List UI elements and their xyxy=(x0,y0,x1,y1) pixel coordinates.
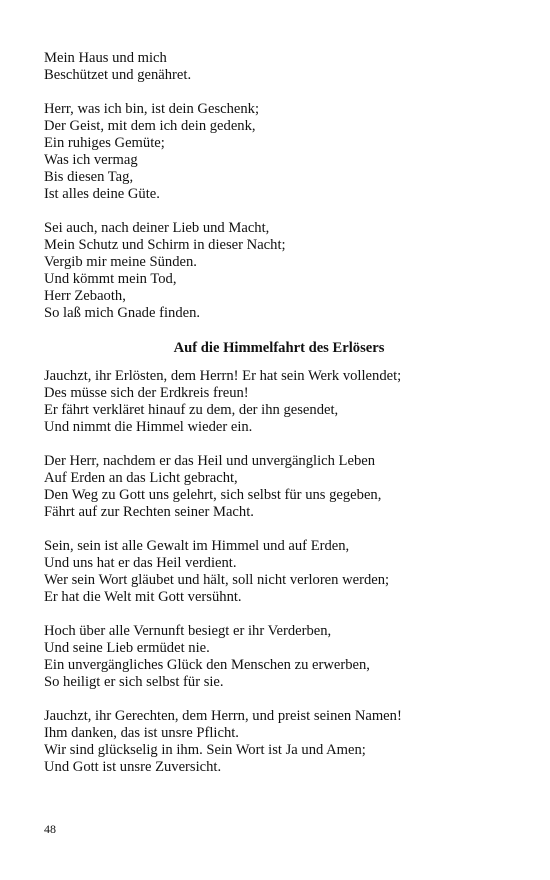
verse-line: Was ich vermag xyxy=(44,152,138,168)
verse-line: Bis diesen Tag, xyxy=(44,169,134,185)
verse-line: Und uns hat er das Heil verdient. xyxy=(44,555,237,571)
poem xyxy=(44,368,514,776)
page-number: 48 xyxy=(44,822,56,836)
verse-line: Beschützet und genähret. xyxy=(44,67,192,83)
verse-line: Mein Haus und mich xyxy=(44,50,167,66)
verse-line: Wir sind glückselig in ihm. Sein Wort ist Ja und Amen; xyxy=(44,742,366,758)
stanza xyxy=(44,50,514,84)
verse-line: Den Weg zu Gott uns gelehrt, sich selbst für uns gegeben, xyxy=(44,487,382,503)
verse-line: Jauchzt, ihr Gerechten, dem Herrn, und preist seinen Namen! xyxy=(44,708,402,724)
stanza xyxy=(44,708,514,776)
stanza xyxy=(44,453,514,521)
verse-line: Der Geist, mit dem ich dein gedenk, xyxy=(44,118,256,134)
stanza xyxy=(44,538,514,606)
stanza xyxy=(44,101,514,203)
verse-line: Ein unvergängliches Glück den Menschen zu erwerben, xyxy=(44,657,370,673)
verse-line: Wer sein Wort gläubet und hält, soll nicht verloren werden; xyxy=(44,572,390,588)
poem-title: Auf die Himmelfahrt des Erlösers xyxy=(173,340,385,356)
verse-line: Der Herr, nachdem er das Heil und unvergänglich Leben xyxy=(44,453,376,469)
verse-line: Herr Zebaoth, xyxy=(44,288,126,304)
verse-line: Er fährt verkläret hinauf zu dem, der ihn gesendet, xyxy=(44,402,339,418)
poem-continued xyxy=(44,50,514,322)
verse-line: Fährt auf zur Rechten seiner Macht. xyxy=(44,504,254,520)
verse-line: Herr, was ich bin, ist dein Geschenk; xyxy=(44,101,260,117)
stanza xyxy=(44,220,514,322)
verse-line: Auf Erden an das Licht gebracht, xyxy=(44,470,238,486)
verse-line: Und nimmt die Himmel wieder ein. xyxy=(44,419,253,435)
verse-line: Sein, sein ist alle Gewalt im Himmel und auf Erden, xyxy=(44,538,350,554)
verse-line: Er hat die Welt mit Gott versühnt. xyxy=(44,589,242,605)
verse-line: Jauchzt, ihr Erlösten, dem Herrn! Er hat sein Werk vollendet; xyxy=(44,368,402,384)
verse-line: Und seine Lieb ermüdet nie. xyxy=(44,640,210,656)
verse-line: Und kömmt mein Tod, xyxy=(44,271,177,287)
verse-line: Und Gott ist unsre Zuversicht. xyxy=(44,759,222,775)
verse-line: Sei auch, nach deiner Lieb und Macht, xyxy=(44,220,270,236)
verse-line: Vergib mir meine Sünden. xyxy=(44,254,197,270)
page-body xyxy=(44,50,514,776)
verse-line: Ihm danken, das ist unsre Pflicht. xyxy=(44,725,239,741)
verse-line: So laß mich Gnade finden. xyxy=(44,305,201,321)
verse-line: Hoch über alle Vernunft besiegt er ihr Verderben, xyxy=(44,623,332,639)
verse-line: Mein Schutz und Schirm in dieser Nacht; xyxy=(44,237,286,253)
verse-line: Ein ruhiges Gemüte; xyxy=(44,135,165,151)
stanza xyxy=(44,368,514,436)
stanza xyxy=(44,623,514,691)
verse-line: So heiligt er sich selbst für sie. xyxy=(44,674,224,690)
verse-line: Des müsse sich der Erdkreis freun! xyxy=(44,385,249,401)
verse-line: Ist alles deine Güte. xyxy=(44,186,160,202)
